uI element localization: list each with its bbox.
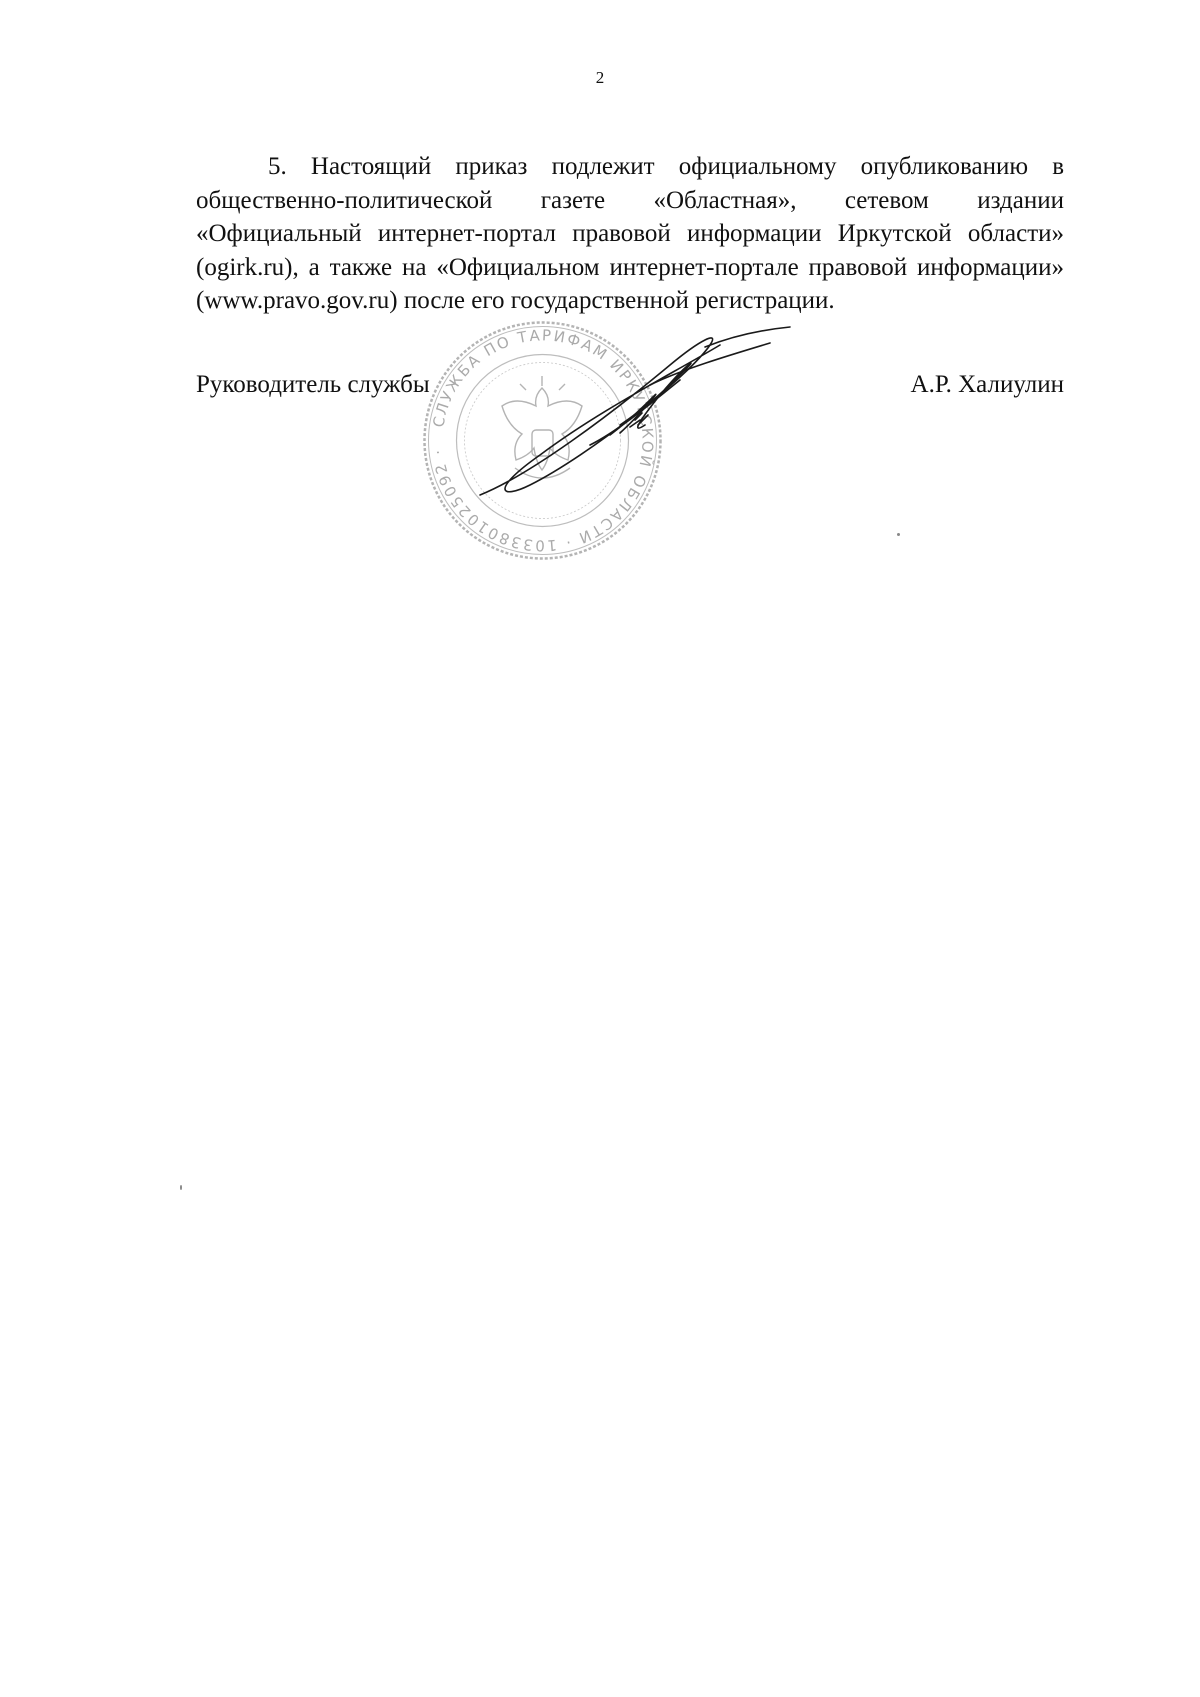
body-paragraph: 5. Настоящий приказ подлежит официальному опубликованию в общественно-политической газете «Областная», сетевом издании «Официальный интернет-портал правовой информации Иркутской области» (ogirk.ru), а также на «Официальном интернет-портале правовой информации» (www.pravo.gov.ru) после его государственной регистрации. [196,153,1064,314]
signatory-name: А.Р. Халиулин [910,371,1064,398]
signatory-title: Руководитель службы [196,371,430,398]
scan-speck [180,1185,182,1190]
page-number: 2 [595,68,605,87]
handwritten-signature-icon [470,325,800,515]
scan-speck [897,533,900,536]
svg-text:СЛУЖБА ПО ТАРИФАМ ИРКУТСКОЙ ОБ: СЛУЖБА ПО ТАРИФАМ ИРКУТСКОЙ ОБЛАСТИ · 1033801025092 · [428,326,657,555]
